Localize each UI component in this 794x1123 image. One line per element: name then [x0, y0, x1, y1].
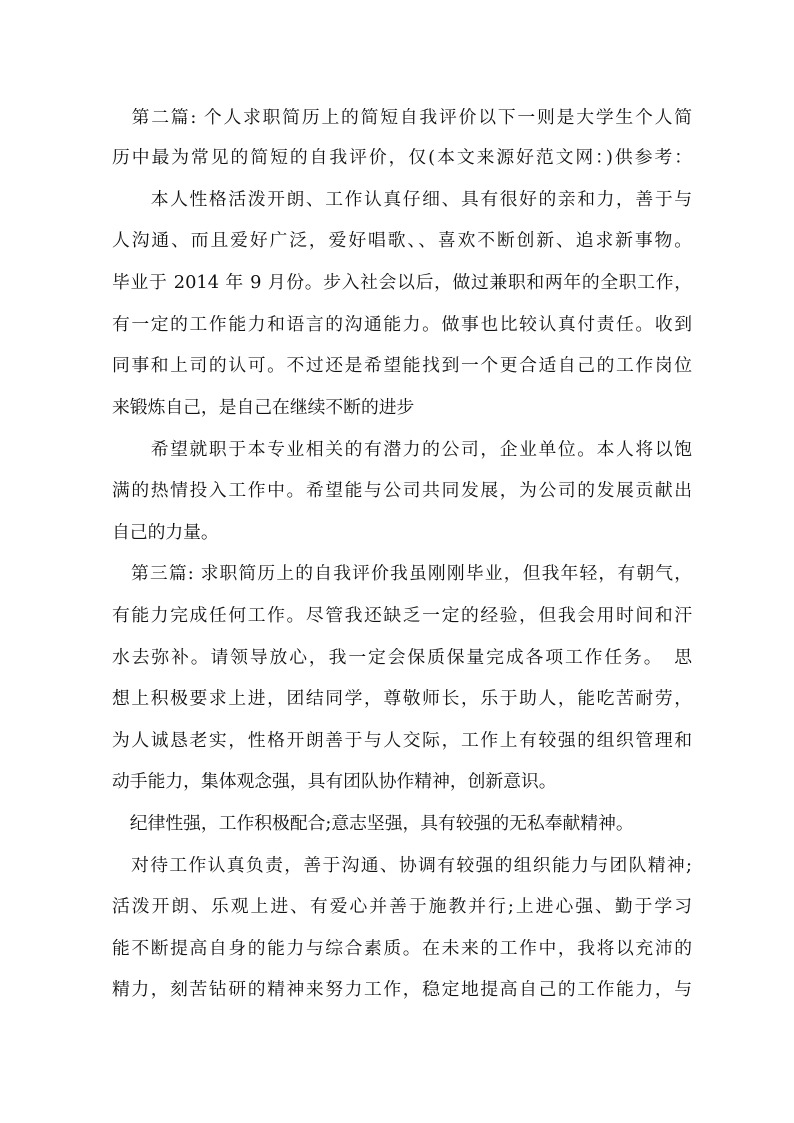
- text-line: 能不断提高自身的能力与综合素质。在未来的工作中，我将以充沛的: [112, 938, 692, 959]
- text-line: 人沟通、而且爱好广泛，爱好唱歌、、喜欢不断创新、追求新事物。: [112, 230, 692, 251]
- text-line: 希望就职于本专业相关的有潜力的公司，企业单位。本人将以饱: [112, 439, 692, 460]
- text-line: 纪律性强，工作积极配合;意志坚强，具有较强的无私奉献精神。: [112, 813, 634, 834]
- text-line: 活泼开朗、乐观上进、有爱心并善于施教并行;上进心强、勤于学习: [112, 896, 692, 917]
- text-line: 历中最为常见的简短的自我评价，仅(本文来源好范文网：)供参考：: [112, 147, 692, 168]
- text-line: 自己的力量。: [112, 522, 219, 543]
- text-line: 同事和上司的认可。不过还是希望能找到一个更合适自己的工作岗位: [112, 355, 692, 376]
- text-line: 满的热情投入工作中。希望能与公司共同发展，为公司的发展贡献出: [112, 480, 692, 501]
- text-line: 对待工作认真负责，善于沟通、协调有较强的组织能力与团队精神;: [112, 855, 692, 876]
- text-line: 第三篇: 求职简历上的自我评价我虽刚刚毕业，但我年轻，有朝气，: [112, 563, 692, 584]
- text-line: 想上积极要求上进，团结同学，尊敬师长，乐于助人，能吃苦耐劳，: [112, 688, 692, 709]
- text-line: 本人性格活泼开朗、工作认真仔细、具有很好的亲和力，善于与: [112, 189, 692, 210]
- text-line: 水去弥补。请领导放心，我一定会保质保量完成各项工作任务。 思: [112, 647, 692, 668]
- text-line: 动手能力，集体观念强，具有团队协作精神，创新意识。: [112, 771, 557, 792]
- text-line: 为人诚恳老实，性格开朗善于与人交际，工作上有较强的组织管理和: [112, 730, 692, 751]
- text-line: 有能力完成任何工作。尽管我还缺乏一定的经验，但我会用时间和汗: [112, 605, 692, 626]
- text-line: 精力，刻苦钻研的精神来努力工作，稳定地提高自己的工作能力，与: [112, 979, 692, 1000]
- text-line: 毕业于 2014 年 9 月份。步入社会以后，做过兼职和两年的全职工作，: [112, 272, 692, 293]
- text-line: 第二篇: 个人求职简历上的简短自我评价以下一则是大学生个人简: [112, 107, 692, 128]
- text-line: 来锻炼自己，是自己在继续不断的进步: [112, 397, 415, 418]
- text-line: 有一定的工作能力和语言的沟通能力。做事也比较认真付责任。收到: [112, 314, 692, 335]
